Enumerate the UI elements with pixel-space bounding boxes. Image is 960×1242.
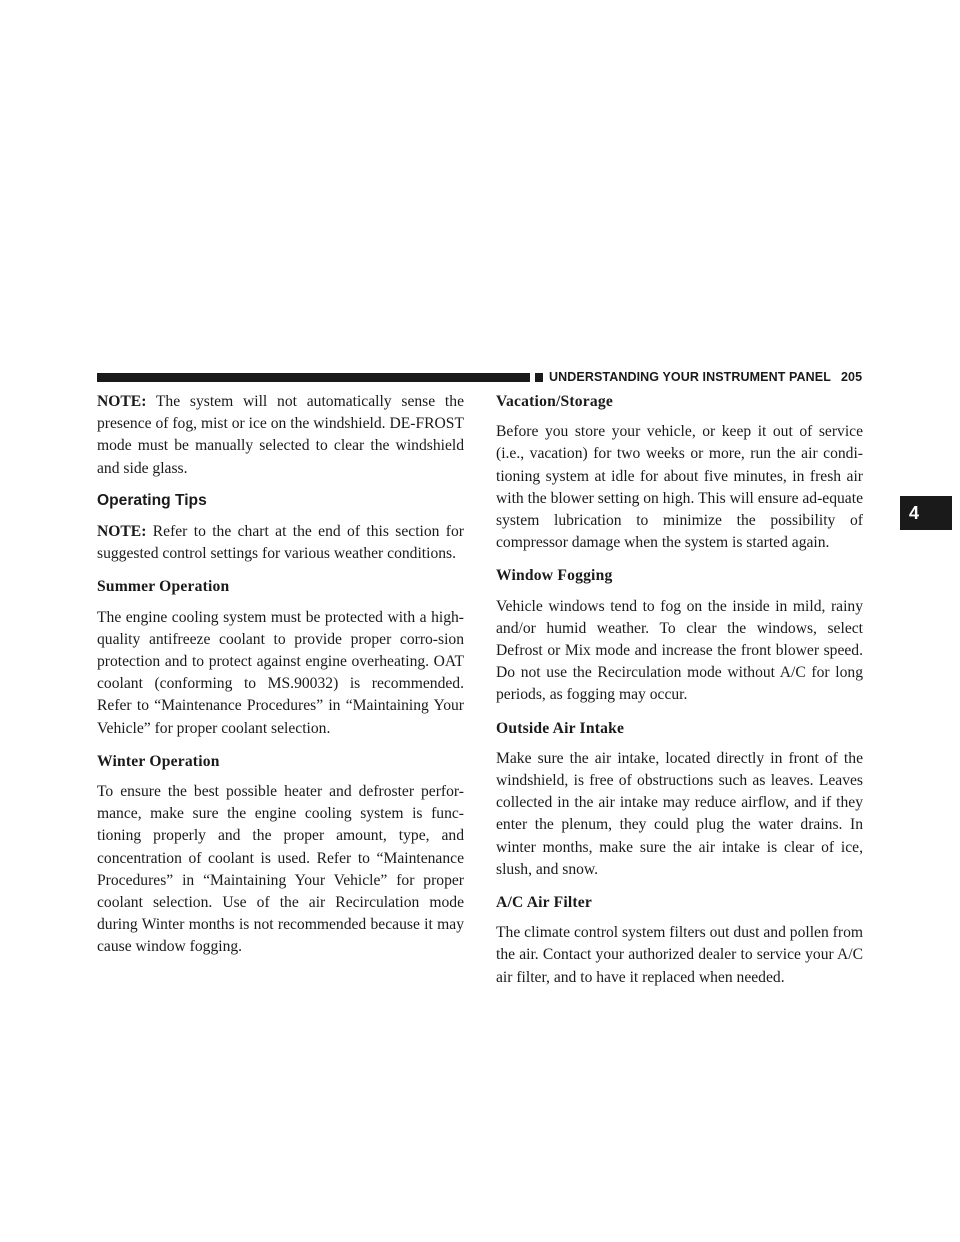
subheading-ac-air-filter: A/C Air Filter	[496, 894, 593, 912]
header-rule-end	[535, 373, 543, 382]
subheading-summer-operation: Summer Operation	[97, 578, 230, 596]
note-paragraph	[97, 391, 464, 480]
subheading-vacation-storage: Vacation/Storage	[496, 393, 613, 410]
note-label: NOTE:	[97, 523, 147, 541]
winter-operation-text: To ensure the best possible heater and defroster perfor-mance, make sure the engine cooling system is func-tioning properly and the proper amount, type, and concentration of coolant is used. Refer to “Maintenance Procedures” in “Maintaining Your Vehicle” for proper coolant selection. Use of the air Recirculation mode during Winter months is not recommended because it may cause window fogging.	[97, 783, 464, 956]
left-column	[97, 391, 464, 967]
subheading-winter-operation: Winter Operation	[97, 752, 220, 770]
note-paragraph	[97, 521, 464, 565]
outside-air-intake-text: Make sure the air intake, located directly in front of the windshield, is free of obstructions such as leaves. Leaves collected in the air intake may reduce airflow, and if they enter the plenum, they could plug the water drains. In winter months, make sure the air intake is clear of ice, slush, and snow.	[496, 749, 863, 878]
ac-air-filter-text: The climate control system filters out dust and pollen from the air. Contact your authorized dealer to service your A/C air filter, and to have it replaced when needed.	[496, 924, 863, 986]
summer-operation-text: The engine cooling system must be protected with a high-quality antifreeze coolant to provide proper corro-sion protection and to protect against engine overheating. OAT coolant (conforming to MS.90032) is recommended. Refer to “Maintenance Procedures” in “Maintaining Your Vehicle” for proper coolant selection.	[97, 608, 464, 737]
note-label: NOTE:	[97, 393, 147, 410]
chapter-tab	[900, 496, 952, 530]
subheading-outside-air-intake: Outside Air Intake	[496, 719, 625, 737]
subheading-window-fogging: Window Fogging	[496, 567, 613, 585]
section-heading-operating-tips: Operating Tips	[97, 491, 207, 509]
note-text: Refer to the chart at the end of this section for suggested control settings for various weather conditions.	[97, 523, 464, 563]
note-text: The system will not automatically sense the presence of fog, mist or ice on the windshield. DE-FROST mode must be manually selected to clear the windshield and side glass.	[97, 393, 464, 477]
running-header	[549, 370, 862, 384]
chapter-title: UNDERSTANDING YOUR INSTRUMENT PANEL	[549, 370, 831, 384]
right-column	[496, 391, 863, 997]
vacation-storage-text: Before you store your vehicle, or keep it out of service (i.e., vacation) for two weeks or more, run the air condi-tioning system at idle for about five minutes, in fresh air with the blower setting on high. This will ensure ad-equate system lubrication to minimize the possibility of compressor damage when the system is started again.	[496, 423, 863, 552]
page-number: 205	[840, 370, 863, 384]
window-fogging-text: Vehicle windows tend to fog on the inside in mild, rainy and/or humid weather. To clear the windows, select Defrost or Mix mode and increase the front blower speed. Do not use the Recirculation mode without A/C for long periods, as fogging may occur.	[496, 597, 863, 704]
header-rule	[97, 373, 530, 382]
chapter-number: 4	[909, 502, 920, 523]
